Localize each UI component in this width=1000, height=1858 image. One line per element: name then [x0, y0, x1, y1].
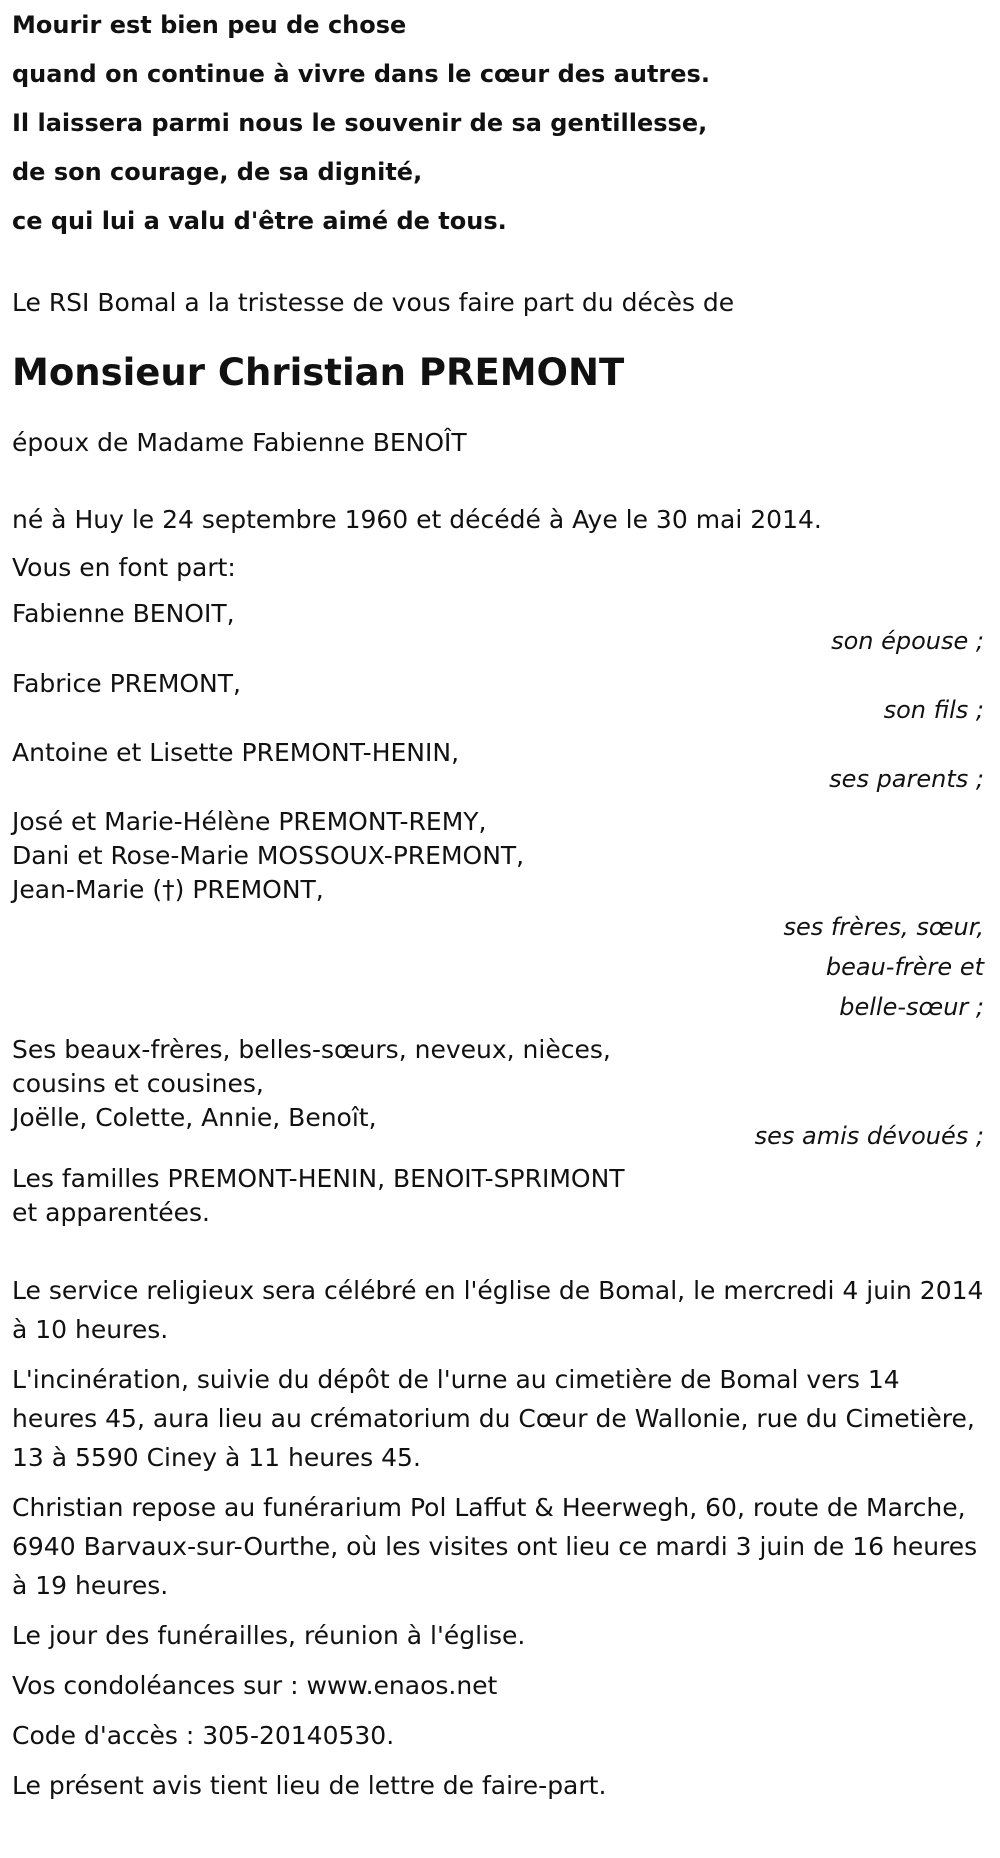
funeral-meeting: Le jour des funérailles, réunion à l'église. [12, 1621, 526, 1650]
relation-label: ses parents ; [829, 765, 984, 793]
family-group-families [12, 1162, 984, 1230]
access-code: Code d'accès : 305-20140530. [12, 1721, 395, 1750]
quote-line: Mourir est bien peu de chose [12, 11, 407, 39]
family-name-line: Joëlle, Colette, Annie, Benoît, [12, 1103, 377, 1132]
quote-line: de son courage, de sa dignité, [12, 158, 423, 186]
quote-line: Il laissera parmi nous le souvenir de sa gentillesse, [12, 109, 708, 137]
family-name-line: Les familles PREMONT-HENIN, BENOIT-SPRIMONT [12, 1164, 625, 1193]
cremation-details: L'incinération, suivie du dépôt de l'urne au cimetière de Bomal vers 14 heures 45, aura lieu au crématorium du Cœur de Wallonie, rue du Cimetière, 13 à 5590 Ciney à 11 heures 45. [12, 1365, 975, 1472]
family-group-spouse [12, 597, 984, 661]
obituary-notice [12, 0, 984, 1805]
quote-line: ce qui lui a valu d'être aimé de tous. [12, 207, 507, 235]
relation-label: ses amis dévoués ; [754, 1122, 984, 1150]
family-name-line: Antoine et Lisette PREMONT-HENIN, [12, 738, 460, 767]
family-group-siblings [12, 805, 984, 1027]
condolences-website: Vos condoléances sur : www.enaos.net [12, 1671, 498, 1700]
memorial-quote [12, 1, 984, 246]
family-name-line: Fabrice PREMONT, [12, 669, 241, 698]
family-group-parents [12, 736, 984, 799]
deceased-name: Monsieur Christian PREMONT [12, 351, 625, 394]
family-name-line: et apparentées. [12, 1198, 210, 1227]
quote-line: quand on continue à vivre dans le cœur des autres. [12, 60, 710, 88]
family-name-line: Ses beaux-frères, belles-sœurs, neveux, nièces, [12, 1035, 611, 1064]
relation-label: son épouse ; [831, 627, 984, 655]
service-details: Le service religieux sera célébré en l'église de Bomal, le mercredi 4 juin 2014 à 10 heures. [12, 1276, 984, 1344]
family-name-line: Jean-Marie (†) PREMONT, [12, 875, 324, 904]
spouse-line: époux de Madame Fabienne BENOÎT [12, 428, 467, 457]
family-name-line: Dani et Rose-Marie MOSSOUX-PREMONT, [12, 841, 525, 870]
announcement-intro: Le RSI Bomal a la tristesse de vous faire part du décès de [12, 288, 735, 317]
birth-death-line: né à Huy le 24 septembre 1960 et décédé à Aye le 30 mai 2014. [12, 505, 822, 534]
relation-label: belle-sœur ; [839, 993, 984, 1021]
family-name-line: Fabienne BENOIT, [12, 599, 235, 628]
relation-label: son fils ; [883, 696, 984, 724]
family-name-line: cousins et cousines, [12, 1069, 264, 1098]
relation-label: beau-frère et [825, 953, 984, 981]
family-group-son [12, 667, 984, 730]
family-name-line: José et Marie-Hélène PREMONT-REMY, [12, 807, 487, 836]
notice-closing: Le présent avis tient lieu de lettre de faire-part. [12, 1771, 607, 1800]
relation-label: ses frères, sœur, [783, 913, 984, 941]
announcers-intro: Vous en font part: [12, 553, 236, 582]
family-group-friends [12, 1033, 984, 1156]
visitation-details: Christian repose au funérarium Pol Laffut & Heerwegh, 60, route de Marche, 6940 Barvaux-sur-Ourthe, où les visites ont lieu ce mardi 3 juin de 16 heures à 19 heures. [12, 1493, 978, 1600]
